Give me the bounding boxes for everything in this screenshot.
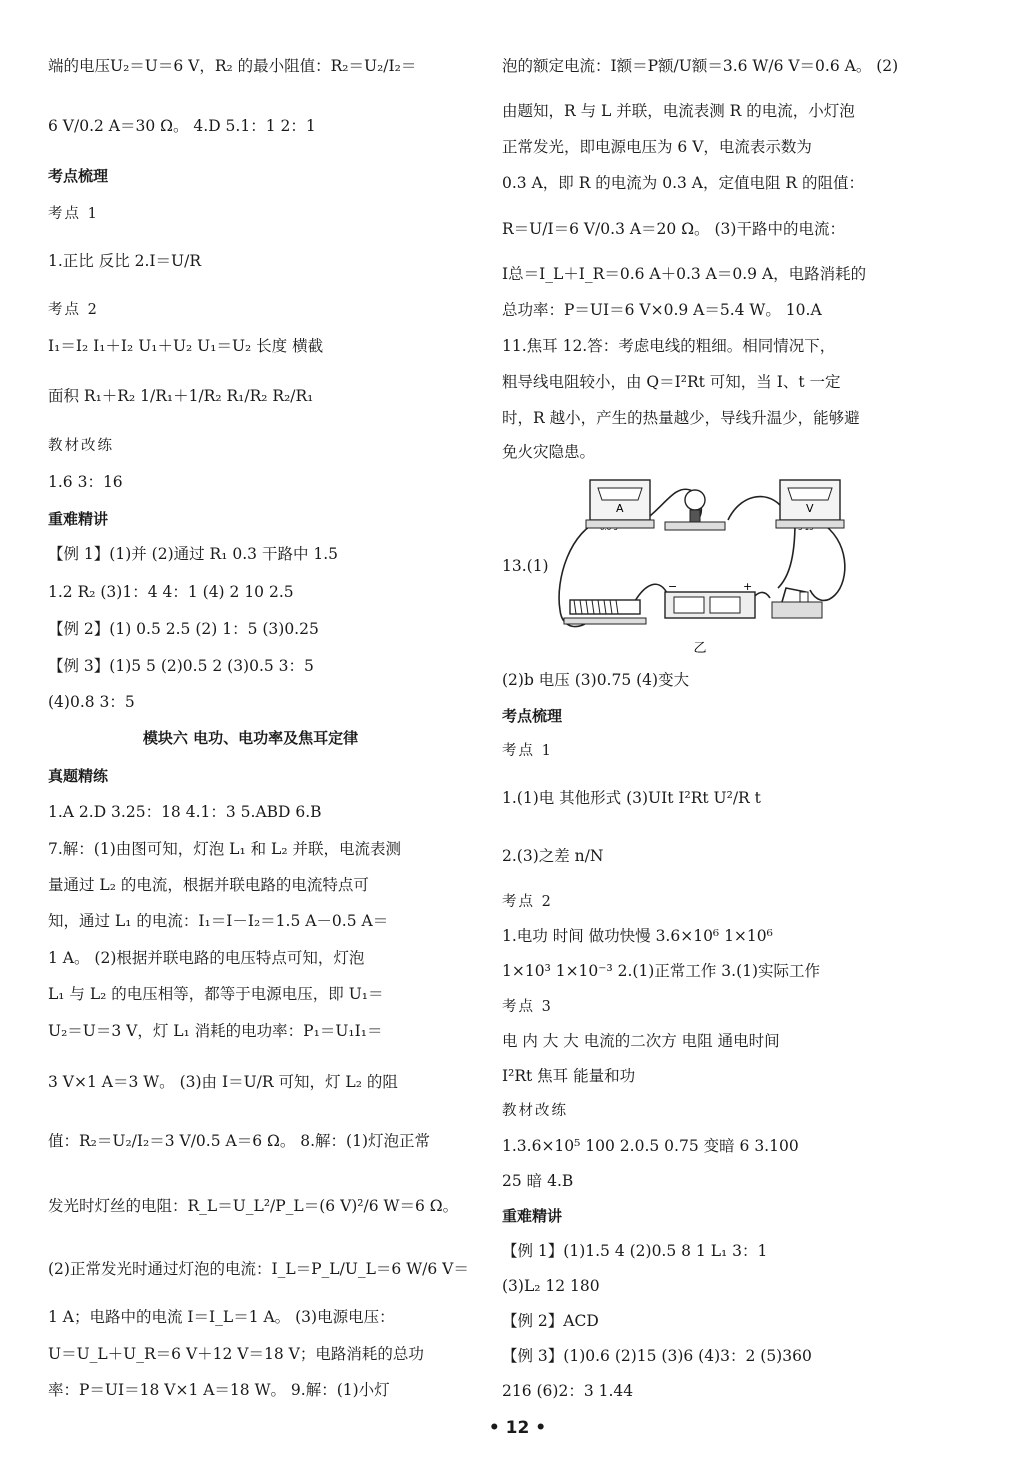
text-line: (2)b 电压 (3)0.75 (4)变大 <box>502 671 690 689</box>
text-line: 1.2 R₂ (3)1：4 4：1 (4) 2 10 2.5 <box>48 583 294 601</box>
text-line: 3 V×1 A＝3 W。 (3)由 I＝U/R 可知，灯 L₂ 的阻 <box>48 1073 398 1091</box>
question-label: 13.(1) <box>502 557 549 575</box>
text-line: 电 内 大 大 电流的二次方 电阻 通电时间 <box>502 1032 780 1050</box>
section-heading: 考点梳理 <box>502 707 563 725</box>
text-line: 216 (6)2：3 1.44 <box>502 1382 634 1400</box>
text-line: 2.(3)之差 n/N <box>502 847 604 865</box>
text-line: 值：R₂＝U₂/I₂＝3 V/0.5 A＝6 Ω。 8.解：(1)灯泡正常 <box>48 1132 431 1150</box>
text-line: L₁ 与 L₂ 的电压相等，都等于电源电压，即 U₁＝ <box>48 985 384 1003</box>
ammeter <box>586 480 654 532</box>
text-line: 端的电压U₂＝U＝6 V，R₂ 的最小阻值：R₂＝U₂/I₂＝ <box>48 57 417 75</box>
text-line: 1.电功 时间 做功快慢 3.6×10⁶ 1×10⁶ <box>502 927 773 945</box>
subsection-heading: 教材改练 <box>48 438 114 454</box>
lamp <box>665 490 725 530</box>
text-line: 6 V/0.2 A＝30 Ω。 4.D 5.1：1 2：1 <box>48 117 316 135</box>
text-line: 知，通过 L₁ 的电流：I₁＝I－I₂＝1.5 A－0.5 A＝ <box>48 912 389 930</box>
figure-caption: 乙 <box>693 641 707 656</box>
text-line: 泡的额定电流：I额＝P额/U额＝3.6 W/6 V＝0.6 A。 (2) <box>502 57 899 75</box>
text-line: 0.3 A，即 R 的电流为 0.3 A，定值电阻 R 的阻值： <box>502 174 865 192</box>
text-line: 时，R 越小，产生的热量越少，导线升温少，能够避 <box>502 409 860 427</box>
text-line: 1 A。 (2)根据并联电路的电压特点可知，灯泡 <box>48 949 365 967</box>
text-line: 1.3.6×10⁵ 100 2.0.5 0.75 变暗 6 3.100 <box>502 1137 799 1155</box>
text-line: (3)L₂ 12 180 <box>502 1277 600 1295</box>
text-line: 由题知，R 与 L 并联，电流表测 R 的电流，小灯泡 <box>502 102 855 120</box>
text-line: U₂＝U＝3 V，灯 L₁ 消耗的电功率：P₁＝U₁I₁＝ <box>48 1022 383 1040</box>
text-line: 1.正比 反比 2.I＝U/R <box>48 252 202 270</box>
section-heading: 重难精讲 <box>48 510 109 528</box>
text-line: I²Rt 焦耳 能量和功 <box>502 1067 636 1085</box>
text-line: 【例 3】(1)5 5 (2)0.5 2 (3)0.5 3：5 <box>48 657 314 675</box>
text-line: U＝U_L＋U_R＝6 V＋12 V＝18 V；电路消耗的总功 <box>48 1345 424 1363</box>
text-line: I总＝I_L＋I_R＝0.6 A＋0.3 A＝0.9 A，电路消耗的 <box>502 265 867 283</box>
subsection-heading: 考点 1 <box>48 206 99 222</box>
text-line: 1×10³ 1×10⁻³ 2.(1)正常工作 3.(1)实际工作 <box>502 962 821 980</box>
text-line: 1.(1)电 其他形式 (3)UIt I²Rt U²/R t <box>502 789 761 807</box>
text-line: 1.6 3：16 <box>48 473 123 491</box>
text-line: 发光时灯丝的电阻：R_L＝U_L²/P_L＝(6 V)²/6 W＝6 Ω。 <box>48 1197 459 1215</box>
subsection-heading: 考点 1 <box>502 743 553 759</box>
text-line: 量通过 L₂ 的电流，根据并联电路的电流特点可 <box>48 876 369 894</box>
module-title: 模块六 电功、电功率及焦耳定律 <box>142 729 359 747</box>
text-line: 11.焦耳 12.答：考虑电线的粗细。相同情况下， <box>502 337 836 355</box>
text-line: (2)正常发光时通过灯泡的电流：I_L＝P_L/U_L＝6 W/6 V＝ <box>48 1260 469 1278</box>
text-line: 粗导线电阻较小，由 Q＝I²Rt 可知，当 I、t 一定 <box>502 373 841 391</box>
circuit-diagram <box>550 470 850 660</box>
subsection-heading: 考点 2 <box>48 302 99 318</box>
ammeter-letter: A <box>616 502 624 515</box>
text-line: 免火灾隐患。 <box>502 443 596 461</box>
text-line: 率：P＝UI＝18 V×1 A＝18 W。 9.解：(1)小灯 <box>48 1381 390 1399</box>
section-heading: 真题精练 <box>48 767 109 785</box>
text-line: I₁＝I₂ I₁＋I₂ U₁＋U₂ U₁＝U₂ 长度 横截 <box>48 337 324 355</box>
text-line: 1 A；电路中的电流 I＝I_L＝1 A。 (3)电源电压： <box>48 1308 395 1326</box>
text-line: 【例 2】(1) 0.5 2.5 (2) 1：5 (3)0.25 <box>48 620 319 638</box>
text-line: (4)0.8 3：5 <box>48 693 135 711</box>
switch <box>772 588 822 618</box>
text-line: 面积 R₁＋R₂ 1/R₁＋1/R₂ R₁/R₂ R₂/R₁ <box>48 387 314 405</box>
text-line: 【例 1】(1)1.5 4 (2)0.5 8 1 L₁ 3：1 <box>502 1242 768 1260</box>
voltmeter <box>776 480 844 532</box>
text-line: 7.解：(1)由图可知，灯泡 L₁ 和 L₂ 并联，电流表测 <box>48 840 401 858</box>
text-line: 【例 3】(1)0.6 (2)15 (3)6 (4)3：2 (5)360 <box>502 1347 812 1365</box>
subsection-heading: 教材改练 <box>502 1103 568 1119</box>
battery-pack <box>665 580 755 618</box>
text-line: 25 暗 4.B <box>502 1172 574 1190</box>
text-line: R＝U/I＝6 V/0.3 A＝20 Ω。 (3)干路中的电流： <box>502 220 845 238</box>
text-line: 【例 1】(1)并 (2)通过 R₁ 0.3 干路中 1.5 <box>48 545 339 563</box>
text-line: 【例 2】ACD <box>502 1312 599 1330</box>
section-heading: 重难精讲 <box>502 1207 563 1225</box>
voltmeter-letter: V <box>806 502 814 515</box>
text-line: 总功率：P＝UI＝6 V×0.9 A＝5.4 W。 10.A <box>502 301 822 319</box>
section-heading: 考点梳理 <box>48 167 109 185</box>
text-line: 正常发光，即电源电压为 6 V，电流表示数为 <box>502 138 812 156</box>
page-number: • 12 • <box>488 1418 547 1438</box>
battery-plus: + <box>743 580 753 593</box>
text-line: 1.A 2.D 3.25：18 4.1：3 5.ABD 6.B <box>48 803 322 821</box>
subsection-heading: 考点 2 <box>502 894 553 910</box>
subsection-heading: 考点 3 <box>502 999 553 1015</box>
battery-minus: − <box>668 580 678 593</box>
rheostat <box>564 600 646 624</box>
